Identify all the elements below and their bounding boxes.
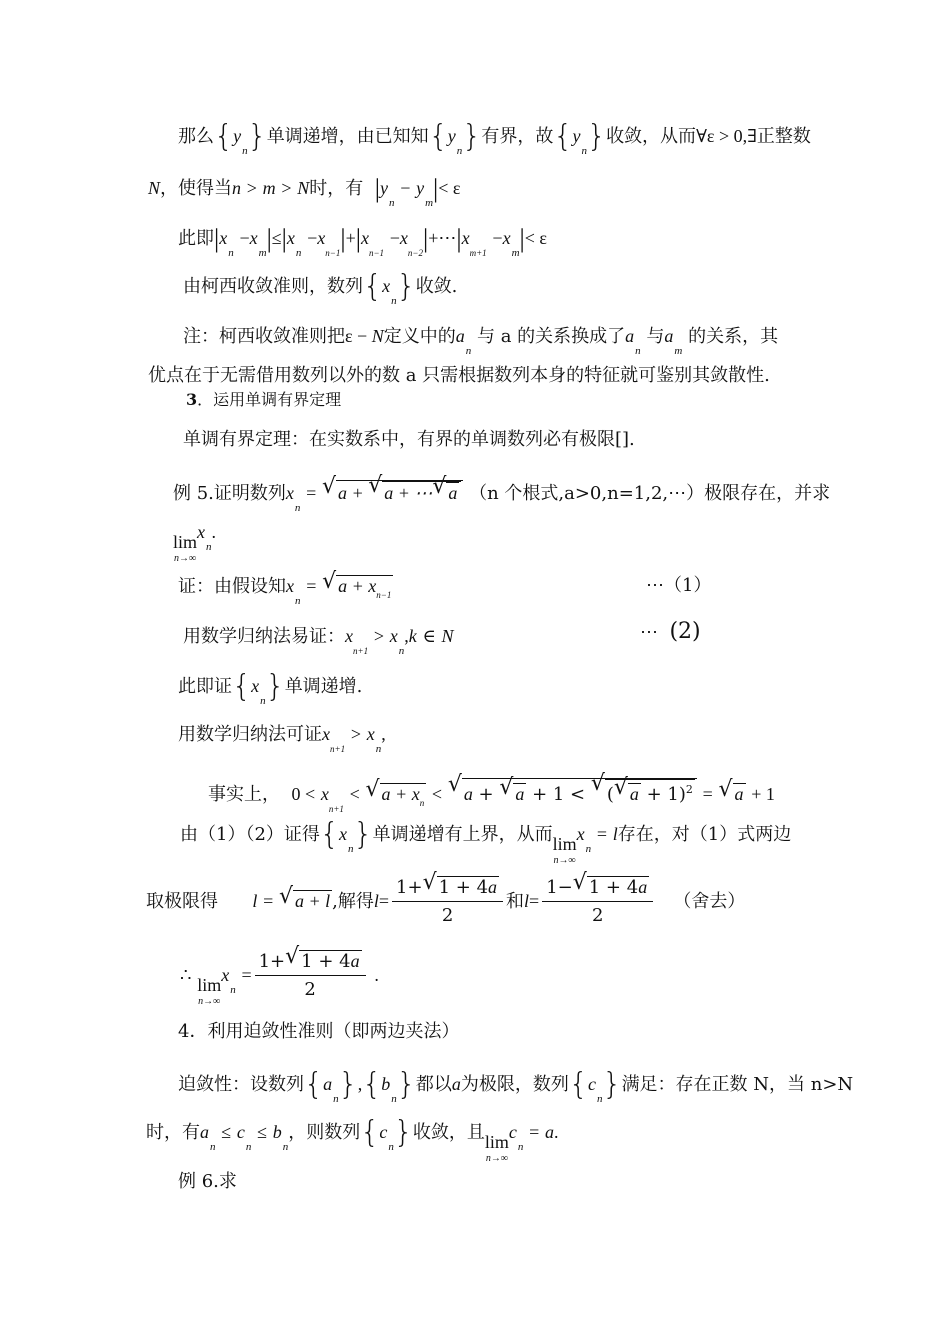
example-6: 例 6.求 [178,1171,237,1192]
example-5: 例 5.证明数列$x_n$ = √ a + √ a + ⋯√ a （n 个根式,a>0,n=1,2,⋯）极限存在，并求 [173,480,830,508]
proof-conclusion: ∴ lim n→∞ $x_n$ = $\frac{1+√ 1 + 4a}{2}$ . [180,950,379,1010]
limit-xn: lim n→∞ $x_n$. [173,522,217,564]
squeeze-theorem-line-1: 迫敛性：设数列$\{a_n\},\{b_n\}$都以a为极限，数列$\{c_n\}$满足：存在正数 N，当 n>N [178,1067,854,1105]
proof-step-7: 取极限得 l = √ a + l ,解得l= $\frac{1+√ 1 + 4a}{2}$ 和l= $\frac{1-√ 1 + 4a}{2}$ （舍去） [146,876,745,928]
proof-step-6: 由（1）（2）证得$\{x_n\}$单调递增有上界，从而 lim n→∞ $x_n = l$存在，对（1）式两边 [180,817,792,866]
line-monotone-bounded: 那么$\{y_n\}$单调递增，由已知知$\{y_n\}$有界，故$\{y_n\}$收敛，从而∀ε > 0,∃正整数 [178,119,811,157]
note-line-2: 优点在于无需借用数列以外的数 a 只需根据数列本身的特征就可鉴别其敛散性. [148,365,770,386]
squeeze-theorem-line-2: 时，有$a_n \le c_n \le b_n$，则数列$\{c_n\}$收敛，且 lim n→∞ $c_n = a$. [146,1115,559,1164]
proof-step-4: 用数学归纳法可证$x_{n+1} > x_n$, [178,724,386,755]
proof-step-5: 事实上， $0 < x_{n+1}$ < √ $a + x_n$ < √ a + √ a + 1 < √ (√ a + 1)$^2$ = √ a + 1 [208,778,775,809]
section-3-heading: 3．运用单调有界定理 [186,390,342,409]
proof-step-2: 用数学归纳法易证：$x_{n+1} > x_n,k$ ∈ N [183,626,454,657]
text: 那么 [178,126,214,147]
line-cauchy-inequality: 此即$|x_n -x_m|\le|x_n -x_{n-1}|+|x_{n-1}$ $-x_{n-2}|+\cdots|x_{m+1} -x_m|< \varepsilon$ [178,224,547,259]
section-4-heading: 4．利用迫敛性准则（即两边夹法） [178,1021,460,1042]
line-cauchy-conclusion: 由柯西收敛准则，数列$\{x_n\}$收敛. [183,269,458,307]
proof-step-1: 证：由假设知$x_n$ = √ $a + x_{n-1}$ [178,574,393,601]
line-n-condition: N，使得当n > m > N时，有 $|y_n - y_m|< \varepsilon$ [148,174,461,209]
equation-tag-1: ⋯（1） [646,575,712,596]
theorem-monotone-bounded: 单调有界定理：在实数系中，有界的单调数列必有极限[]. [183,429,635,450]
note-line-1: 注：柯西收敛准则把ε − N定义中的$a_n$ 与 a 的关系换成了$a_n$ 与$a_m$ 的关系，其 [183,326,779,357]
equation-tag-2: ⋯ (2) [640,619,701,644]
proof-step-3: 此即证$\{x_n\}$单调递增. [178,669,363,707]
